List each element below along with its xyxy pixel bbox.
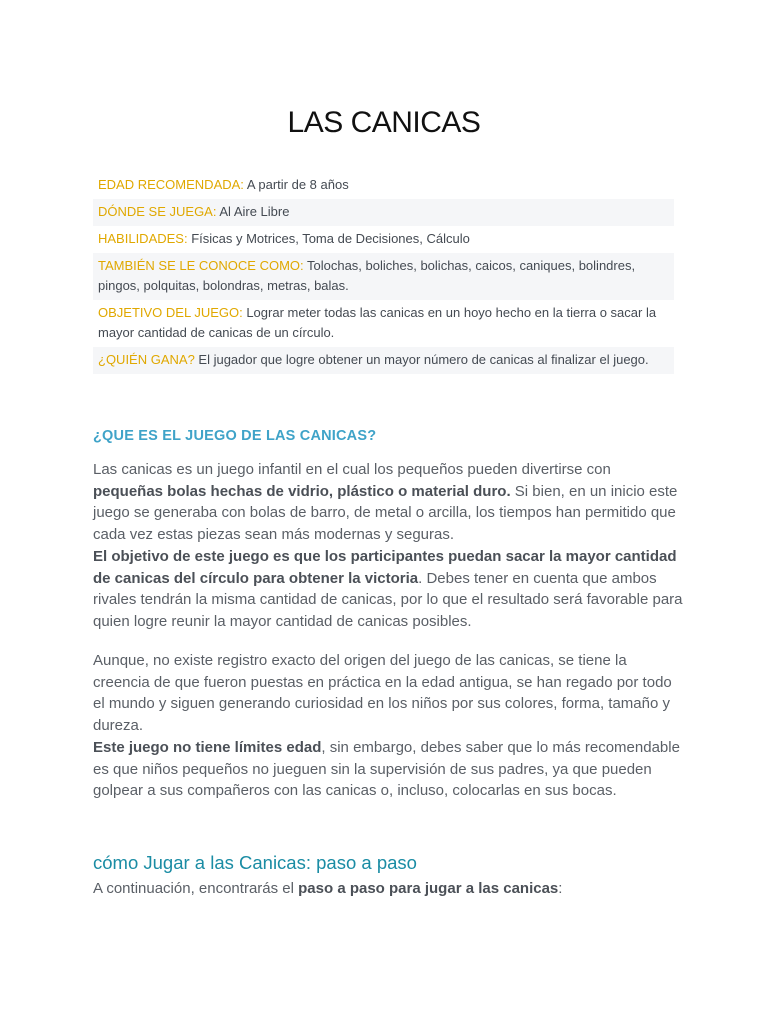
- paragraph-steps-intro: [93, 878, 683, 900]
- info-value: A partir de 8 años: [243, 177, 349, 192]
- paragraph-intro: [93, 459, 683, 633]
- info-value: Al Aire Libre: [216, 204, 290, 219]
- info-row-location: [93, 199, 674, 226]
- bold-text: paso a paso para jugar a las canicas: [298, 880, 559, 897]
- info-row-age: [93, 172, 674, 199]
- text-span: :: [558, 880, 563, 897]
- info-value: Físicas y Motrices, Toma de Decisiones, Cálculo: [187, 231, 470, 246]
- info-table: [93, 172, 674, 374]
- text-span: A continuación, encontrarás el: [93, 880, 299, 897]
- text-span: Las canicas es un juego infantil en el cual los pequeños pueden divertirse con: [93, 461, 611, 478]
- info-value: Lograr meter todas las canicas en un hoyo hecho en la tierra o sacar la mayor cantidad de canicas de un círculo.: [98, 305, 657, 340]
- text-span: . Debes tener en cuenta que ambos rivales tendrán la misma cantidad de canicas, por lo que el resultado será favorable para quien logre reunir la mayor cantidad de canicas posibles.: [93, 569, 683, 630]
- info-label: HABILIDADES:: [98, 231, 188, 246]
- bold-text: Este juego no tiene límites edad: [93, 738, 322, 756]
- info-row-aliases: [93, 253, 674, 300]
- text-span: Si bien, en un inicio este juego se generaba con bolas de barro, de metal o arcilla, los tiempos han permitido que cada vez estas piezas sean más modernas y seguras.: [93, 482, 678, 544]
- info-row-winner: [93, 347, 674, 374]
- text-span: Aunque, no existe registro exacto del origen del juego de las canicas, se tiene la creencia de que fueron puestas en práctica en la edad antigua, se han regado por todo el mundo y siguen generando curiosidad en los niños por sus colores, forma, tamaño y dureza.: [93, 652, 672, 735]
- bold-text: pequeñas bolas hechas de vidrio, plástico o material duro.: [93, 482, 511, 500]
- bold-text: El objetivo de este juego es que los participantes puedan sacar la mayor cantidad de canicas del círculo para obtener la victoria: [93, 547, 677, 587]
- section-heading-how-to-play: cómo Jugar a las Canicas: paso a paso: [93, 852, 417, 873]
- info-label: TAMBIÉN SE LE CONOCE COMO:: [98, 258, 304, 273]
- info-row-skills: [93, 226, 674, 253]
- page-title: LAS CANICAS: [287, 106, 481, 139]
- info-label: OBJETIVO DEL JUEGO:: [98, 305, 243, 320]
- info-label: ¿QUIÉN GANA?: [98, 352, 195, 367]
- info-row-objective: [93, 300, 674, 347]
- info-value: El jugador que logre obtener un mayor número de canicas al finalizar el juego.: [194, 352, 649, 367]
- info-label: EDAD RECOMENDADA:: [98, 177, 244, 192]
- section-heading-what-is: ¿QUE ES EL JUEGO DE LAS CANICAS?: [93, 428, 377, 444]
- info-value: Tolochas, boliches, bolichas, caicos, caniques, bolindres, pingos, polquitas, bolondras, metras, balas.: [98, 258, 636, 293]
- text-span: , sin embargo, debes saber que lo más recomendable es que niños pequeños no jueguen sin la supervisión de sus padres, ya que pueden golpear a sus compañeros con las canicas o, incluso, colocarlas en sus bocas.: [93, 738, 680, 800]
- paragraph-origin: [93, 650, 683, 802]
- info-label: DÓNDE SE JUEGA:: [98, 204, 217, 219]
